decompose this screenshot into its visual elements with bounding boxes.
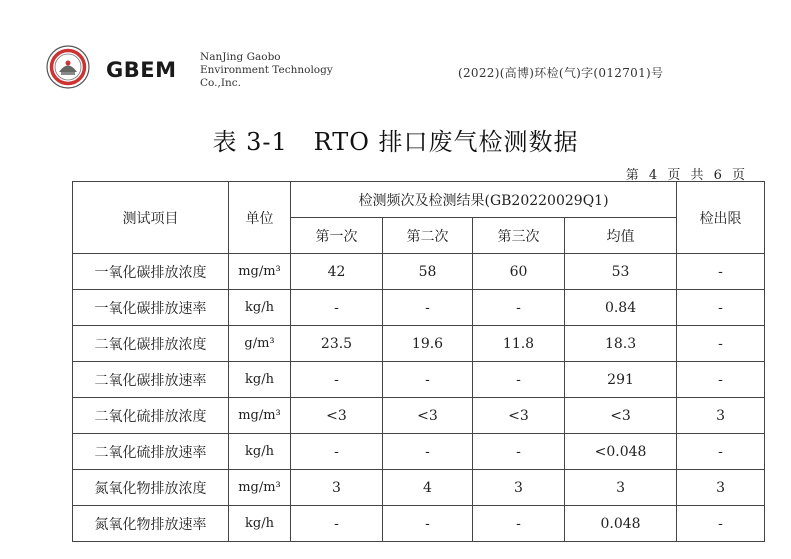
table-row [73, 362, 765, 398]
table-row [73, 434, 765, 470]
header-average: 均值 [565, 218, 677, 254]
cell-unit: kg/h [229, 362, 291, 398]
emission-data-table [72, 181, 765, 542]
cell-limit: - [677, 326, 765, 362]
cell-unit: mg/m³ [229, 470, 291, 506]
cell-second: <3 [383, 398, 473, 434]
cell-third: 11.8 [473, 326, 565, 362]
cell-average: 3 [565, 470, 677, 506]
table-title: 表 3-1 RTO 排口废气检测数据 [212, 128, 579, 156]
header-first: 第一次 [291, 218, 383, 254]
table-row [73, 506, 765, 542]
cell-third: - [473, 506, 565, 542]
cell-average: 18.3 [565, 326, 677, 362]
cell-unit: g/m³ [229, 326, 291, 362]
cell-limit: - [677, 290, 765, 326]
cell-limit: - [677, 254, 765, 290]
cell-average: 0.84 [565, 290, 677, 326]
cell-unit: mg/m³ [229, 254, 291, 290]
cell-average: 0.048 [565, 506, 677, 542]
cell-item: 二氧化硫排放速率 [73, 434, 229, 470]
cell-third: <3 [473, 398, 565, 434]
cell-unit: kg/h [229, 506, 291, 542]
company-name [200, 51, 333, 90]
table-row [73, 470, 765, 506]
cell-third: 60 [473, 254, 565, 290]
cell-second: - [383, 290, 473, 326]
header-third: 第三次 [473, 218, 565, 254]
cell-second: 4 [383, 470, 473, 506]
cell-item: 一氧化碳排放速率 [73, 290, 229, 326]
cell-item: 氮氧化物排放速率 [73, 506, 229, 542]
cell-second: 19.6 [383, 326, 473, 362]
cell-first: <3 [291, 398, 383, 434]
cell-average: <3 [565, 398, 677, 434]
table-header-row [73, 182, 765, 218]
report-number: (2022)(高博)环检(气)字(012701)号 [458, 66, 664, 80]
cell-third: - [473, 434, 565, 470]
cell-first: 3 [291, 470, 383, 506]
header-limit: 检出限 [677, 182, 765, 254]
cell-third: 3 [473, 470, 565, 506]
company-seal-logo [46, 45, 90, 89]
cell-limit: - [677, 506, 765, 542]
cell-limit: 3 [677, 470, 765, 506]
table-row [73, 290, 765, 326]
brand-name: GBEM [106, 58, 177, 82]
cell-first: - [291, 434, 383, 470]
cell-third: - [473, 362, 565, 398]
header-unit: 单位 [229, 182, 291, 254]
cell-unit: kg/h [229, 290, 291, 326]
cell-limit: - [677, 362, 765, 398]
cell-first: 23.5 [291, 326, 383, 362]
cell-item: 一氧化碳排放浓度 [73, 254, 229, 290]
table-row [73, 254, 765, 290]
header-item: 测试项目 [73, 182, 229, 254]
cell-average: <0.048 [565, 434, 677, 470]
table-row [73, 398, 765, 434]
cell-unit: kg/h [229, 434, 291, 470]
cell-second: - [383, 362, 473, 398]
cell-first: - [291, 506, 383, 542]
company-line: NanJing Gaobo [200, 51, 281, 63]
cell-limit: 3 [677, 398, 765, 434]
cell-second: - [383, 434, 473, 470]
cell-third: - [473, 290, 565, 326]
company-line: Environment Technology [200, 64, 333, 76]
cell-item: 氮氧化物排放浓度 [73, 470, 229, 506]
cell-item: 二氧化碳排放速率 [73, 362, 229, 398]
header-results-group: 检测频次及检测结果(GB20220029Q1) [291, 182, 677, 218]
cell-first: 42 [291, 254, 383, 290]
table-row [73, 326, 765, 362]
cell-item: 二氧化硫排放浓度 [73, 398, 229, 434]
cell-first: - [291, 362, 383, 398]
cell-average: 291 [565, 362, 677, 398]
cell-limit: - [677, 434, 765, 470]
cell-second: - [383, 506, 473, 542]
cell-unit: mg/m³ [229, 398, 291, 434]
cell-average: 53 [565, 254, 677, 290]
cell-second: 58 [383, 254, 473, 290]
page-info: 第 4 页 共 6 页 [625, 168, 748, 183]
cell-first: - [291, 290, 383, 326]
header-second: 第二次 [383, 218, 473, 254]
cell-item: 二氧化碳排放浓度 [73, 326, 229, 362]
company-line: Co.,Inc. [200, 77, 241, 89]
